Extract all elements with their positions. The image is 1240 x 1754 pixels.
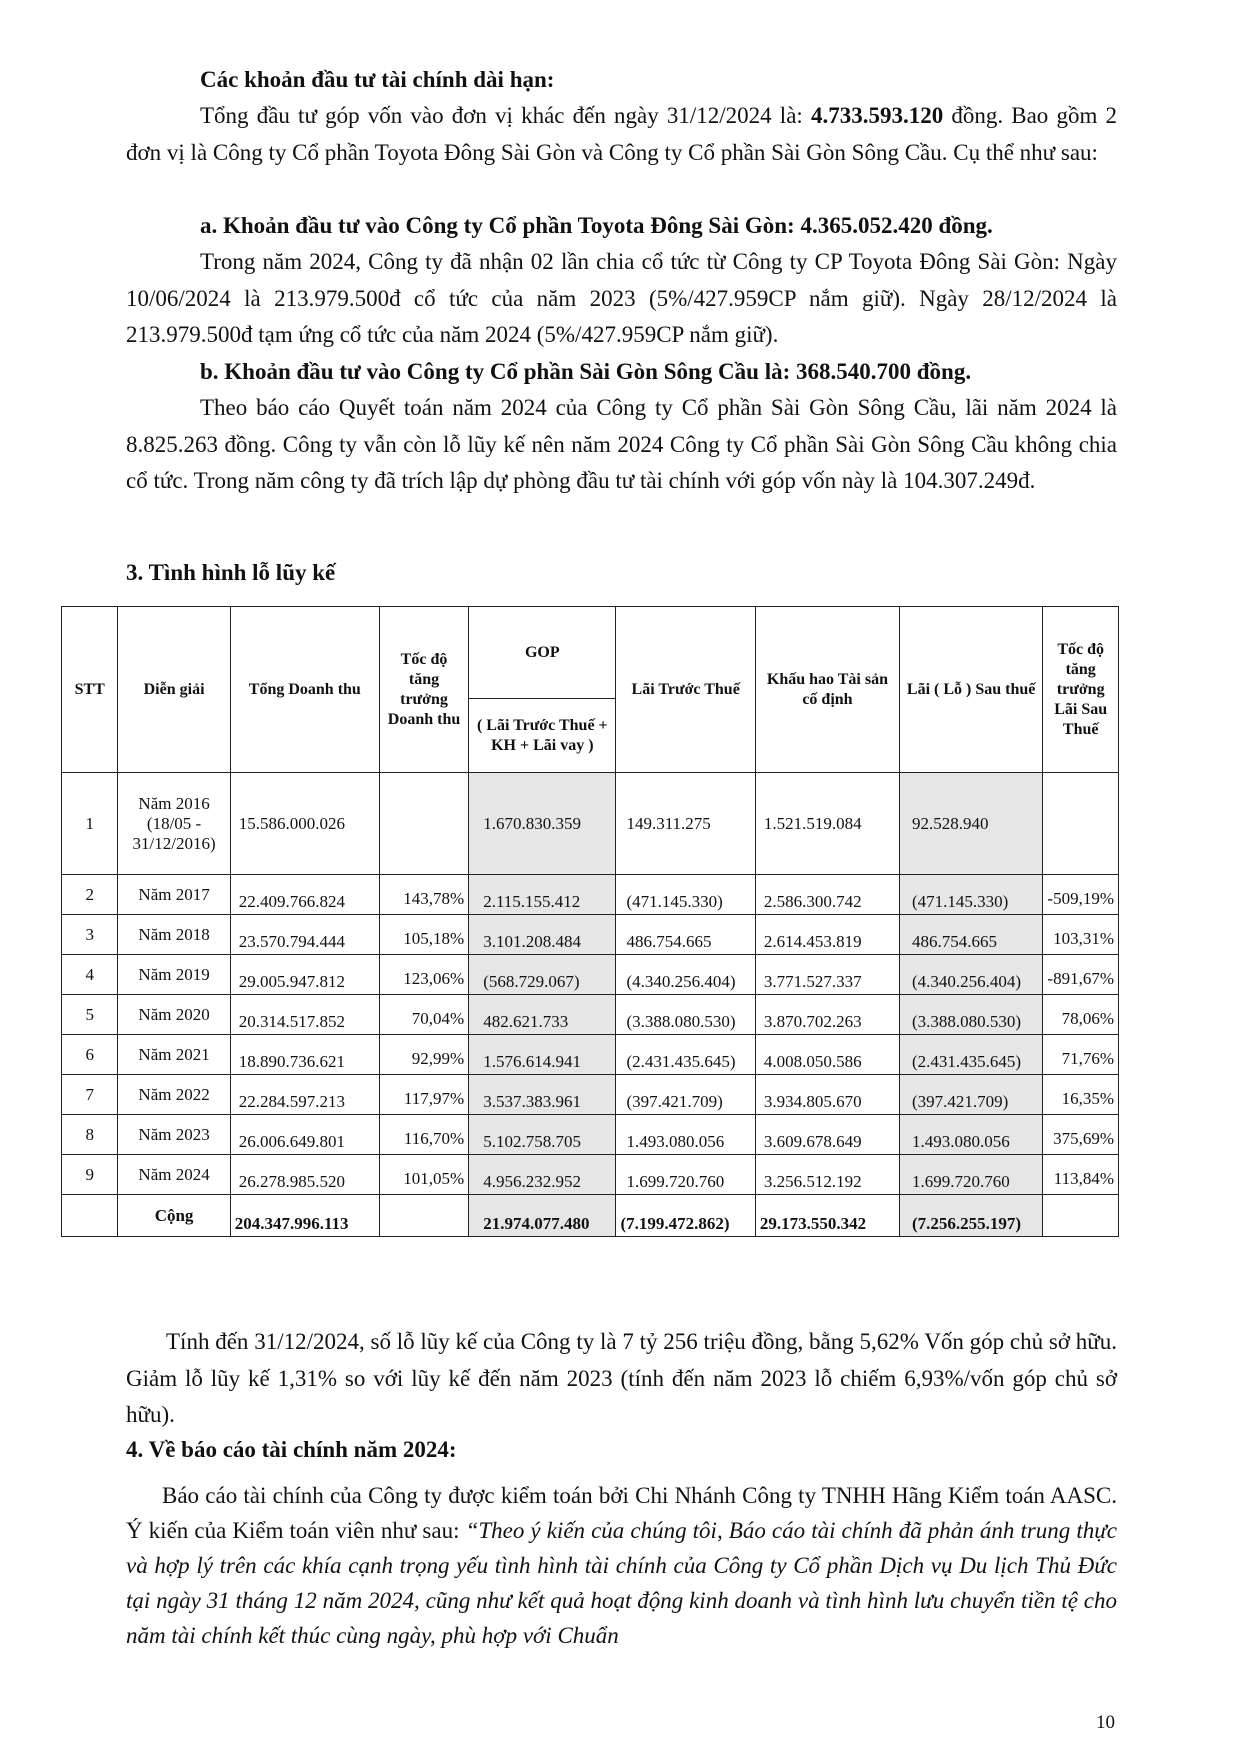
header-total-revenue: Tổng Doanh thu xyxy=(230,607,379,773)
row-description: Năm 2022 xyxy=(118,1075,230,1115)
row-profit-after-tax: (4.340.256.404) xyxy=(899,955,1042,995)
paragraph-total-investment xyxy=(126,98,1117,171)
row-revenue-growth: 117,97% xyxy=(379,1075,468,1115)
row-pat-growth: 16,35% xyxy=(1043,1075,1119,1115)
row-profit-before-tax: 1.493.080.056 xyxy=(616,1115,755,1155)
total-pbt: (7.199.472.862) xyxy=(616,1195,755,1237)
row-description: Năm 2024 xyxy=(118,1155,230,1195)
table-body xyxy=(62,773,1119,1195)
row-stt: 5 xyxy=(62,995,118,1035)
total-label: Cộng xyxy=(118,1195,230,1237)
row-pat-growth: 375,69% xyxy=(1043,1115,1119,1155)
row-stt: 2 xyxy=(62,875,118,915)
row-revenue-growth: 70,04% xyxy=(379,995,468,1035)
row-revenue: 26.278.985.520 xyxy=(230,1155,379,1195)
row-depreciation: 2.586.300.742 xyxy=(755,875,899,915)
table-row xyxy=(62,1075,1119,1115)
section-3-title: 3. Tình hình lỗ lũy kế xyxy=(126,560,336,585)
audit-quote: “Theo ý kiến của chúng tôi, Báo cáo tài chính đã phản ánh trung thực và hợp lý trên các khía cạnh trọng yếu tình hình tài chính của Công ty Cổ phần Dịch vụ Du lịch Thủ Đức tại ngày 31 tháng 12 năm 2024, cũng như kết quả hoạt động kinh doanh và tình hình lưu chuyển tiền tệ cho năm tài chính kết thúc cùng ngày, phù hợp với Chuẩn xyxy=(126,1518,1118,1648)
subheading-b: b. Khoản đầu tư vào Công ty Cổ phần Sài Gòn Sông Cầu là: 368.540.700 đồng. xyxy=(200,359,972,384)
total-gop: 21.974.077.480 xyxy=(469,1195,616,1237)
header-stt: STT xyxy=(62,607,118,773)
row-profit-after-tax: (471.145.330) xyxy=(899,875,1042,915)
row-gop: (568.729.067) xyxy=(469,955,616,995)
row-revenue-growth: 92,99% xyxy=(379,1035,468,1075)
table-row xyxy=(62,1155,1119,1195)
row-stt: 1 xyxy=(62,773,118,875)
row-depreciation: 3.934.805.670 xyxy=(755,1075,899,1115)
subheading-a: a. Khoản đầu tư vào Công ty Cổ phần Toyota Đông Sài Gòn: 4.365.052.420 đồng. xyxy=(200,213,993,238)
header-profit-before-tax: Lãi Trước Thuế xyxy=(616,607,755,773)
row-stt: 4 xyxy=(62,955,118,995)
header-description: Diễn giải xyxy=(118,607,230,773)
para1-amount: 4.733.593.120 xyxy=(810,103,944,128)
row-gop: 482.621.733 xyxy=(469,995,616,1035)
row-depreciation: 3.609.678.649 xyxy=(755,1115,899,1155)
row-profit-after-tax: 486.754.665 xyxy=(899,915,1042,955)
row-description: Năm 2018 xyxy=(118,915,230,955)
row-depreciation: 3.771.527.337 xyxy=(755,955,899,995)
row-revenue: 22.284.597.213 xyxy=(230,1075,379,1115)
row-revenue: 29.005.947.812 xyxy=(230,955,379,995)
row-stt: 7 xyxy=(62,1075,118,1115)
table-row xyxy=(62,995,1119,1035)
row-profit-before-tax: 1.699.720.760 xyxy=(616,1155,755,1195)
row-revenue: 23.570.794.444 xyxy=(230,915,379,955)
table-row xyxy=(62,1115,1119,1155)
table-row xyxy=(62,875,1119,915)
row-gop: 5.102.758.705 xyxy=(469,1115,616,1155)
row-pat-growth: -509,19% xyxy=(1043,875,1119,915)
header-profit-after-tax: Lãi ( Lỗ ) Sau thuế xyxy=(899,607,1042,773)
row-description: Năm 2021 xyxy=(118,1035,230,1075)
row-pat-growth: 113,84% xyxy=(1043,1155,1119,1195)
table-total-row xyxy=(62,1195,1119,1237)
row-revenue-growth xyxy=(379,773,468,875)
total-pat: (7.256.255.197) xyxy=(899,1195,1042,1237)
row-revenue: 20.314.517.852 xyxy=(230,995,379,1035)
row-revenue: 26.006.649.801 xyxy=(230,1115,379,1155)
row-gop: 2.115.155.412 xyxy=(469,875,616,915)
table-row xyxy=(62,915,1119,955)
paragraph-song-cau: Theo báo cáo Quyết toán năm 2024 của Công ty Cổ phần Sài Gòn Sông Cầu, lãi năm 2024 là 8.825.263 đồng. Công ty vẫn còn lỗ lũy kế nên năm 2024 Công ty Cổ phần Sài Gòn Sông Cầu không chia cổ tức. Trong năm công ty đã trích lập dự phòng đầu tư tài chính với góp vốn này là 104.307.249đ. xyxy=(126,395,1117,493)
para1-prefix: Tổng đầu tư góp vốn vào đơn vị khác đến ngày 31/12/2024 là: xyxy=(200,103,811,128)
table-row xyxy=(62,1035,1119,1075)
row-depreciation: 4.008.050.586 xyxy=(755,1035,899,1075)
row-revenue-growth: 105,18% xyxy=(379,915,468,955)
header-depreciation: Khấu hao Tài sản cố định xyxy=(755,607,899,773)
row-profit-after-tax: 1.493.080.056 xyxy=(899,1115,1042,1155)
section-4-title: 4. Về báo cáo tài chính năm 2024: xyxy=(126,1437,457,1462)
row-profit-before-tax: (471.145.330) xyxy=(616,875,755,915)
row-description: Năm 2017 xyxy=(118,875,230,915)
row-stt: 9 xyxy=(62,1155,118,1195)
row-depreciation: 3.256.512.192 xyxy=(755,1155,899,1195)
row-revenue: 15.586.000.026 xyxy=(230,773,379,875)
row-revenue: 22.409.766.824 xyxy=(230,875,379,915)
row-profit-before-tax: (397.421.709) xyxy=(616,1075,755,1115)
paragraph-audit-opinion xyxy=(126,1478,1117,1653)
row-pat-growth: -891,67% xyxy=(1043,955,1119,995)
header-gop-formula: ( Lãi Trước Thuế + KH + Lãi vay ) xyxy=(469,699,616,773)
row-stt: 8 xyxy=(62,1115,118,1155)
table-row xyxy=(62,955,1119,995)
row-description: Năm 2023 xyxy=(118,1115,230,1155)
page-number: 10 xyxy=(1096,1712,1115,1733)
row-depreciation: 3.870.702.263 xyxy=(755,995,899,1035)
row-profit-before-tax: 149.311.275 xyxy=(616,773,755,875)
row-gop: 3.101.208.484 xyxy=(469,915,616,955)
row-revenue-growth: 101,05% xyxy=(379,1155,468,1195)
row-profit-after-tax: (397.421.709) xyxy=(899,1075,1042,1115)
header-revenue-growth: Tốc độ tăng trưởng Doanh thu xyxy=(379,607,468,773)
row-stt: 6 xyxy=(62,1035,118,1075)
row-pat-growth xyxy=(1043,773,1119,875)
heading-investments: Các khoản đầu tư tài chính dài hạn: xyxy=(200,67,555,92)
row-profit-after-tax: (2.431.435.645) xyxy=(899,1035,1042,1075)
row-depreciation: 1.521.519.084 xyxy=(755,773,899,875)
audit-intro: Báo cáo tài chính của Công ty được kiểm toán bởi Chi Nhánh Công ty TNHH Hãng Kiểm toán AASC. Ý kiến của Kiểm toán viên như sau: xyxy=(126,1483,1117,1543)
header-pat-growth: Tốc độ tăng trưởng Lãi Sau Thuế xyxy=(1043,607,1119,773)
para1-suffix: đồng. Bao gồm 2 đơn vị là Công ty Cổ phần Toyota Đông Sài Gòn và Công ty Cổ phần Sài Gòn Sông Cầu. Cụ thể như sau: xyxy=(126,103,1117,165)
row-stt: 3 xyxy=(62,915,118,955)
row-profit-before-tax: (3.388.080.530) xyxy=(616,995,755,1035)
total-depreciation: 29.173.550.342 xyxy=(755,1195,899,1237)
row-profit-after-tax: (3.388.080.530) xyxy=(899,995,1042,1035)
row-revenue-growth: 123,06% xyxy=(379,955,468,995)
row-profit-after-tax: 1.699.720.760 xyxy=(899,1155,1042,1195)
row-gop: 3.537.383.961 xyxy=(469,1075,616,1115)
row-profit-before-tax: (4.340.256.404) xyxy=(616,955,755,995)
row-revenue-growth: 116,70% xyxy=(379,1115,468,1155)
row-pat-growth: 71,76% xyxy=(1043,1035,1119,1075)
paragraph-toyota-dividends: Trong năm 2024, Công ty đã nhận 02 lần chia cổ tức từ Công ty CP Toyota Đông Sài Gòn: Ngày 10/06/2024 là 213.979.500đ cổ tức của năm 2023 (5%/427.959CP nắm giữ). Ngày 28/12/2024 là 213.979.500đ tạm ứng cổ tức của năm 2024 (5%/427.959CP nắm giữ). xyxy=(126,249,1117,347)
row-pat-growth: 78,06% xyxy=(1043,995,1119,1035)
row-gop: 4.956.232.952 xyxy=(469,1155,616,1195)
paragraph-accumulated-loss: Tính đến 31/12/2024, số lỗ lũy kế của Công ty là 7 tỷ 256 triệu đồng, bằng 5,62% Vốn góp chủ sở hữu. Giảm lỗ lũy kế 1,31% so với lũy kế đến năm 2023 (tính đến năm 2023 lỗ chiếm 6,93%/vốn góp chủ sở hữu). xyxy=(126,1329,1117,1427)
row-depreciation: 2.614.453.819 xyxy=(755,915,899,955)
table-row xyxy=(62,773,1119,875)
row-pat-growth: 103,31% xyxy=(1043,915,1119,955)
row-gop: 1.576.614.941 xyxy=(469,1035,616,1075)
row-profit-after-tax: 92.528.940 xyxy=(899,773,1042,875)
accumulated-loss-table xyxy=(61,606,1119,1237)
row-profit-before-tax: 486.754.665 xyxy=(616,915,755,955)
row-description: Năm 2019 xyxy=(118,955,230,995)
row-revenue: 18.890.736.621 xyxy=(230,1035,379,1075)
row-description: Năm 2016 (18/05 - 31/12/2016) xyxy=(118,773,230,875)
row-revenue-growth: 143,78% xyxy=(379,875,468,915)
row-gop: 1.670.830.359 xyxy=(469,773,616,875)
header-gop: GOP xyxy=(469,607,616,699)
row-description: Năm 2020 xyxy=(118,995,230,1035)
total-revenue: 204.347.996.113 xyxy=(230,1195,379,1237)
row-profit-before-tax: (2.431.435.645) xyxy=(616,1035,755,1075)
